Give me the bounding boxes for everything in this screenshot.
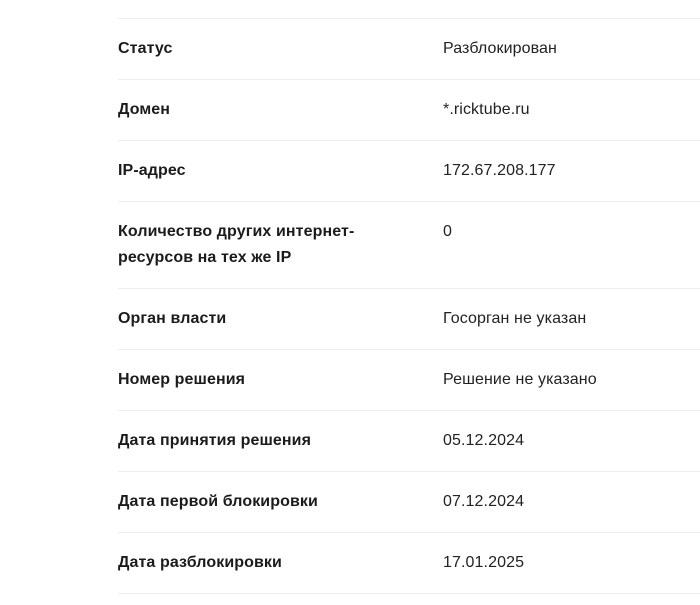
- row-label-authority: Орган власти: [118, 310, 227, 327]
- row-label-ip-address: IP-адрес: [118, 162, 186, 179]
- table-row: [118, 202, 700, 289]
- table-row: [118, 80, 700, 141]
- table-row: [118, 533, 700, 594]
- row-value-decision-number: Решение не указано: [443, 371, 597, 388]
- block-status-details-table: [118, 18, 700, 594]
- table-row: [118, 289, 700, 350]
- row-value-decision-date: 05.12.2024: [443, 432, 525, 449]
- row-label-status: Статус: [118, 40, 173, 57]
- row-value-status: Разблокирован: [443, 40, 557, 57]
- row-value-domain: *.ricktube.ru: [443, 101, 530, 118]
- row-label-first-block-date: Дата первой блокировки: [118, 493, 318, 510]
- row-label-decision-date: Дата принятия решения: [118, 432, 312, 449]
- table-row: [118, 19, 700, 80]
- row-value-unblock-date: 17.01.2025: [443, 554, 525, 571]
- row-label-decision-number: Номер решения: [118, 371, 246, 388]
- row-value-authority: Госорган не указан: [443, 310, 587, 327]
- row-value-other-resources-count: 0: [443, 223, 452, 240]
- table-row: [118, 472, 700, 533]
- table-row: [118, 411, 700, 472]
- row-label-unblock-date: Дата разблокировки: [118, 554, 282, 571]
- row-value-first-block-date: 07.12.2024: [443, 493, 525, 510]
- table-row: [118, 141, 700, 202]
- row-label-domain: Домен: [118, 101, 171, 118]
- row-label-other-resources-count: Количество других интернет-ресурсов на тех же IP: [118, 223, 355, 266]
- table-row: [118, 350, 700, 411]
- row-value-ip-address: 172.67.208.177: [443, 162, 556, 179]
